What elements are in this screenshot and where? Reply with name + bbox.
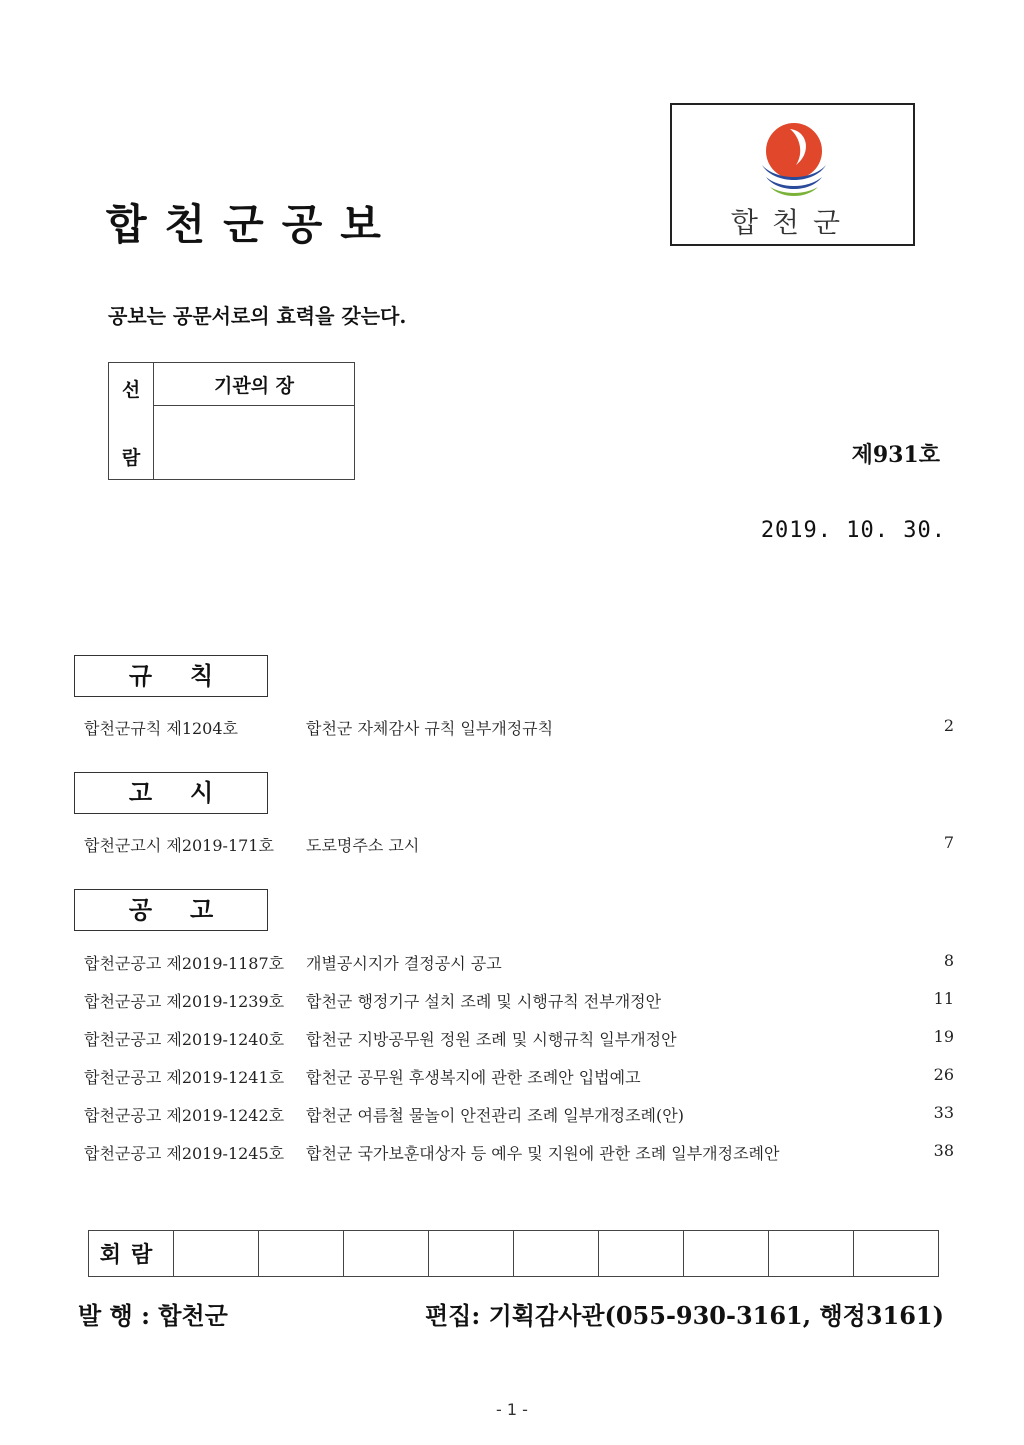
item-page: 33 [933, 1103, 954, 1122]
page-number: - 1 - [496, 1400, 528, 1419]
item-number: 합천군공고 제2019-1245호 [84, 1144, 285, 1163]
circulation-cell [854, 1231, 939, 1277]
item-page: 38 [933, 1141, 954, 1160]
item-title: 도로명주소 고시 [306, 836, 420, 855]
list-item[interactable] [84, 1027, 954, 1051]
circulation-cell [684, 1231, 769, 1277]
item-number: 합천군공고 제2019-1187호 [84, 954, 285, 973]
list-item[interactable] [84, 1103, 954, 1127]
circulation-table [88, 1230, 939, 1277]
subtitle: 공보는 공문서로의 효력을 갖는다. [108, 304, 407, 328]
item-title: 합천군 공무원 후생복지에 관한 조례안 입법예고 [306, 1068, 641, 1087]
circulation-cell [344, 1231, 429, 1277]
item-number: 합천군공고 제2019-1240호 [84, 1030, 285, 1049]
county-emblem-icon [756, 115, 836, 199]
approval-box [108, 362, 355, 480]
county-logo [670, 103, 915, 246]
item-number: 합천군공고 제2019-1242호 [84, 1106, 285, 1125]
item-title: 합천군 자체감사 규칙 일부개정규칙 [306, 719, 554, 738]
approval-side-label [109, 363, 154, 480]
section-heading: 규칙 [74, 655, 268, 697]
approval-header: 기관의 장 [154, 363, 355, 406]
item-page: 8 [943, 951, 954, 970]
approval-side-top: 선 [121, 379, 141, 401]
circulation-cell [769, 1231, 854, 1277]
item-page: 26 [933, 1065, 954, 1084]
item-title: 합천군 여름철 물놀이 안전관리 조례 일부개정조례(안) [306, 1106, 684, 1125]
section-heading: 고시 [74, 772, 268, 814]
editor-contact: 편집: 기획감사관(055-930-3161, 행정3161) [424, 1301, 944, 1330]
list-item[interactable] [84, 951, 954, 975]
item-title: 합천군 국가보훈대상자 등 예우 및 지원에 관한 조례 일부개정조례안 [306, 1144, 780, 1163]
item-page: 19 [933, 1027, 954, 1046]
list-item[interactable] [84, 716, 954, 740]
item-number: 합천군고시 제2019-171호 [84, 836, 274, 855]
circulation-cell [514, 1231, 599, 1277]
list-item[interactable] [84, 989, 954, 1013]
item-number: 합천군공고 제2019-1241호 [84, 1068, 285, 1087]
item-title: 개별공시지가 결정공시 공고 [306, 954, 502, 973]
item-number: 합천군공고 제2019-1239호 [84, 992, 285, 1011]
circulation-cell [599, 1231, 684, 1277]
list-item[interactable] [84, 1141, 954, 1165]
list-item[interactable] [84, 1065, 954, 1089]
issue-number: 제931호 [851, 442, 940, 468]
approval-side-bottom: 람 [121, 447, 141, 469]
section-heading: 공고 [74, 889, 268, 931]
item-page: 7 [943, 833, 954, 852]
item-number: 합천군규칙 제1204호 [84, 719, 238, 738]
circulation-cell [429, 1231, 514, 1277]
list-item[interactable] [84, 833, 954, 857]
circulation-cell [259, 1231, 344, 1277]
circulation-cell [174, 1231, 259, 1277]
circulation-label: 회람 [89, 1231, 174, 1277]
page-title: 합천군공보 [106, 200, 399, 249]
item-page: 11 [933, 989, 954, 1008]
issue-date: 2019. 10. 30. [760, 518, 946, 543]
item-title: 합천군 지방공무원 정원 조례 및 시행규칙 일부개정안 [306, 1030, 677, 1049]
item-title: 합천군 행정기구 설치 조례 및 시행규칙 전부개정안 [306, 992, 662, 1011]
publisher: 발 행 : 합천군 [78, 1301, 228, 1330]
approval-signature-cell [154, 406, 355, 480]
logo-text: 합천군 [730, 206, 855, 239]
item-page: 2 [943, 716, 954, 735]
